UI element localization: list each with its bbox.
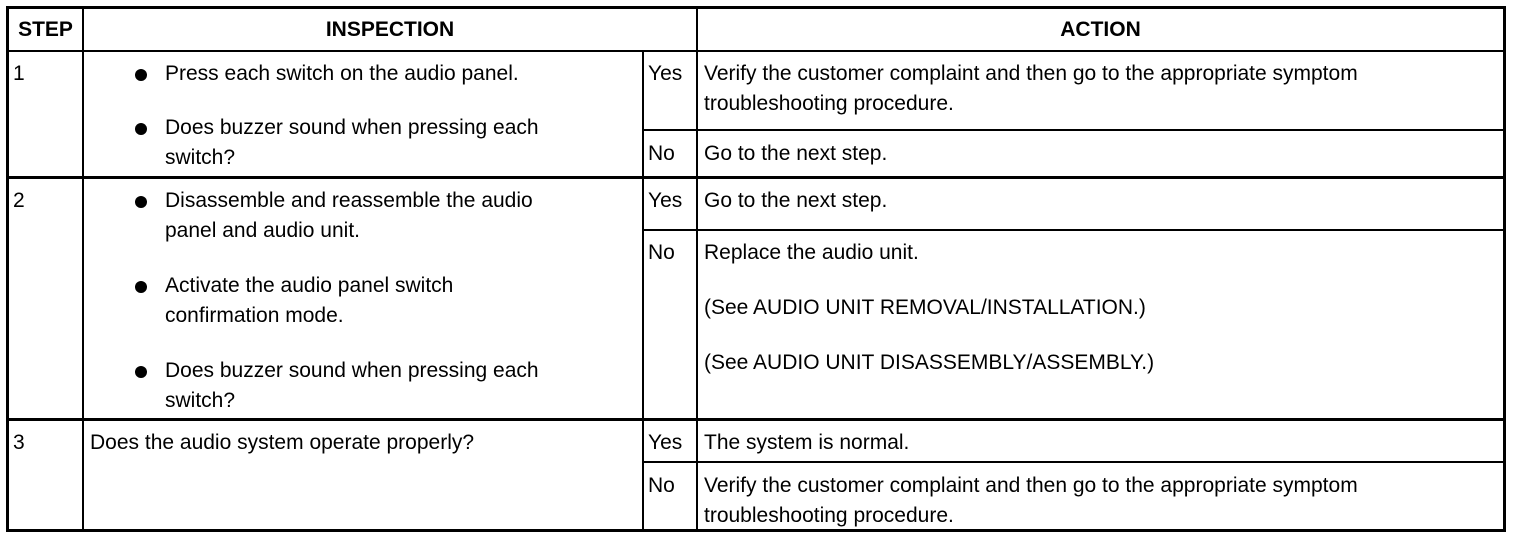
action-text: Replace the audio unit. [704, 241, 919, 264]
inspection-item: switch? [165, 146, 236, 169]
step-number: 1 [13, 62, 25, 85]
action-text: The system is normal. [704, 431, 910, 454]
answer-yes: Yes [648, 431, 683, 454]
inspection-item: Does buzzer sound when pressing each [165, 116, 539, 139]
answer-yes: Yes [648, 189, 683, 212]
action-text: Verify the customer complaint and then go to the appropriate symptom [704, 62, 1358, 85]
answer-no: No [648, 474, 675, 497]
inspection-item: Does buzzer sound when pressing each [165, 359, 539, 382]
header-inspection: INSPECTION [325, 18, 455, 41]
row-divider [9, 418, 1503, 421]
header-step: STEP [18, 18, 73, 41]
inspection-item: Disassemble and reassemble the audio [165, 189, 533, 212]
column-divider [642, 51, 644, 529]
row-divider [642, 129, 1503, 131]
inspection-item: Activate the audio panel switch [165, 274, 454, 297]
row-divider [642, 461, 1503, 463]
column-divider [82, 9, 84, 529]
action-text: Go to the next step. [704, 142, 888, 165]
row-divider [9, 50, 1503, 52]
header-action: ACTION [1060, 18, 1141, 41]
row-divider [9, 176, 1503, 179]
answer-no: No [648, 241, 675, 264]
action-text: troubleshooting procedure. [704, 504, 954, 527]
inspection-item: Press each switch on the audio panel. [165, 62, 519, 85]
bullet-icon [135, 196, 147, 208]
inspection-item: confirmation mode. [165, 304, 344, 327]
answer-yes: Yes [648, 62, 683, 85]
bullet-icon [135, 281, 147, 293]
column-divider [696, 9, 698, 529]
action-text: Verify the customer complaint and then go to the appropriate symptom [704, 474, 1358, 497]
bullet-icon [135, 366, 147, 378]
action-text: Go to the next step. [704, 189, 888, 212]
step-number: 2 [13, 189, 25, 212]
inspection-item: panel and audio unit. [165, 219, 360, 242]
action-text: (See AUDIO UNIT DISASSEMBLY/ASSEMBLY.) [704, 351, 1155, 374]
bullet-icon [135, 69, 147, 81]
action-text: (See AUDIO UNIT REMOVAL/INSTALLATION.) [704, 296, 1146, 319]
bullet-icon [135, 123, 147, 135]
action-text: troubleshooting procedure. [704, 92, 954, 115]
inspection-text: Does the audio system operate properly? [90, 431, 475, 454]
step-number: 3 [13, 431, 25, 454]
row-divider [642, 229, 1503, 231]
inspection-item: switch? [165, 389, 236, 412]
troubleshooting-table [6, 6, 1506, 532]
answer-no: No [648, 142, 675, 165]
